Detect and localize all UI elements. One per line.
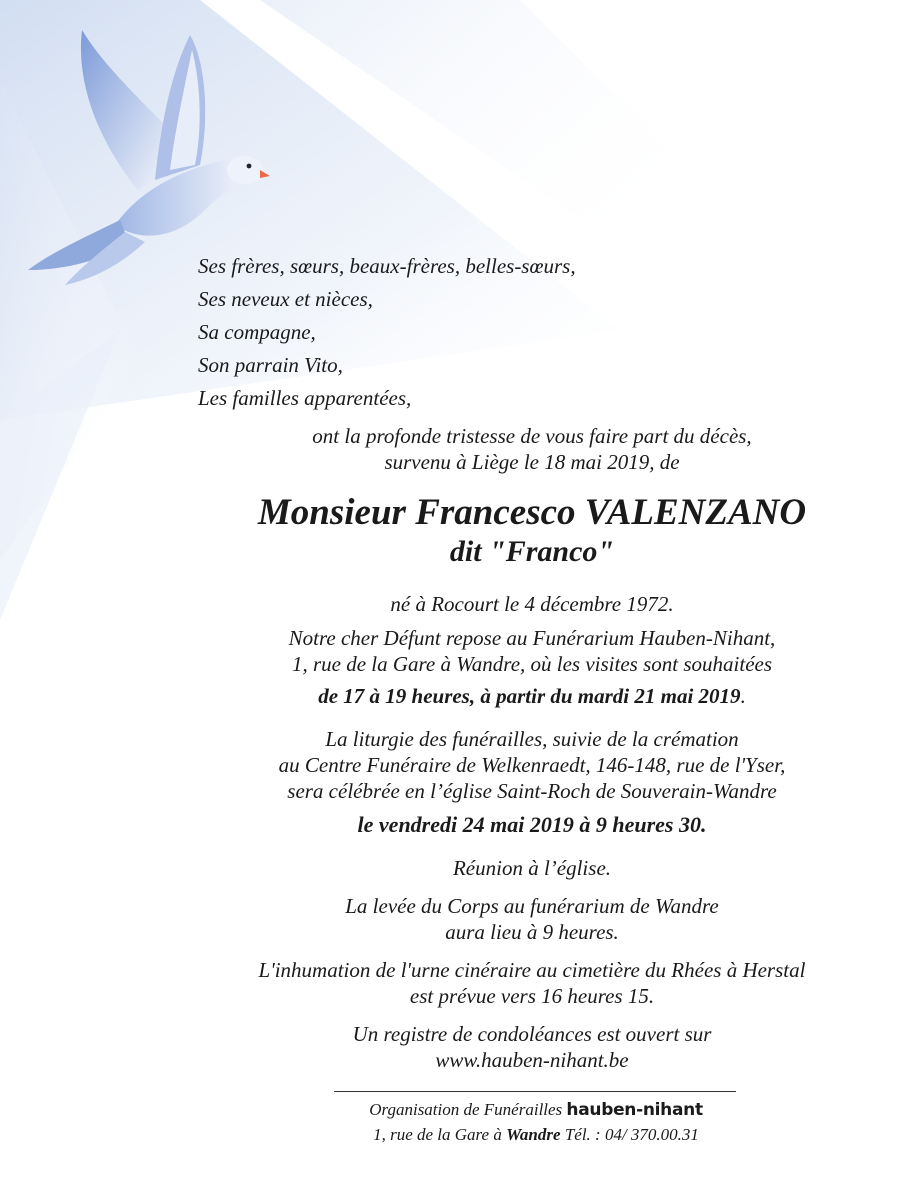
- levee-line: aura lieu à 9 heures.: [445, 920, 619, 944]
- liturgy-info: [0, 726, 918, 838]
- deceased-block: [0, 492, 918, 570]
- burial-info: [0, 957, 918, 1009]
- liturgy-line: au Centre Funéraire de Welkenraedt, 146-148, rue de l'Yser,: [278, 753, 786, 777]
- family-line: Sa compagne,: [198, 320, 316, 344]
- meeting-info: [0, 855, 918, 881]
- liturgy-date: le vendredi 24 mai 2019 à 9 heures 30.: [357, 812, 707, 837]
- footer-divider: [334, 1091, 736, 1092]
- footer-address: [334, 1124, 738, 1146]
- visit-hours-text: de 17 à 19 heures, à partir du mardi 21 mai 2019: [318, 684, 741, 708]
- visit-hours: [0, 683, 918, 709]
- burial-line: est prévue vers 16 heures 15.: [409, 984, 655, 1008]
- levee-info: [0, 893, 918, 945]
- visit-line: Notre cher Défunt repose au Funérarium Hauben-Nihant,: [288, 626, 776, 650]
- liturgy-line: La liturgie des funérailles, suivie de la crémation: [325, 727, 739, 751]
- register-url[interactable]: www.hauben-nihant.be: [435, 1048, 629, 1072]
- family-line: Son parrain Vito,: [198, 353, 343, 377]
- visit-line: 1, rue de la Gare à Wandre, où les visites sont souhaitées: [291, 652, 773, 676]
- announcement: [0, 423, 918, 475]
- meeting-line: Réunion à l’église.: [452, 856, 612, 880]
- visit-hours-end: .: [740, 684, 746, 708]
- family-line: Les familles apparentées,: [198, 386, 412, 410]
- register-line: Un registre de condoléances est ouvert sur: [352, 1022, 712, 1046]
- deceased-name: Monsieur Francesco VALENZANO: [257, 492, 807, 533]
- family-line: Ses neveux et nièces,: [198, 287, 373, 311]
- footer-phone: Tél. : 04/ 370.00.31: [564, 1125, 699, 1144]
- birth-line: né à Rocourt le 4 décembre 1972.: [390, 592, 674, 616]
- footer-organization: [334, 1099, 738, 1121]
- family-line: Ses frères, sœurs, beaux-frères, belles-sœurs,: [198, 254, 576, 278]
- footer-address-prefix: 1, rue de la Gare à: [373, 1125, 502, 1144]
- footer-town: Wandre: [506, 1125, 561, 1144]
- visit-info: [0, 625, 918, 709]
- family-list: [198, 250, 576, 415]
- birth-info: [0, 591, 918, 617]
- announcement-line: ont la profonde tristesse de vous faire part du décès,: [312, 424, 752, 448]
- levee-line: La levée du Corps au funérarium de Wandre: [345, 894, 719, 918]
- burial-line: L'inhumation de l'urne cinéraire au cimetière du Rhées à Herstal: [258, 958, 806, 982]
- deceased-nickname: dit "Franco": [449, 535, 615, 568]
- footer-org-prefix: Organisation de Funérailles: [369, 1100, 563, 1119]
- register-info: [0, 1021, 918, 1073]
- announcement-line: survenu à Liège le 18 mai 2019, de: [384, 450, 680, 474]
- liturgy-line: sera célébrée en l’église Saint-Roch de Souverain-Wandre: [287, 779, 777, 803]
- brand-logo-text: hauben-nihant: [566, 1100, 703, 1120]
